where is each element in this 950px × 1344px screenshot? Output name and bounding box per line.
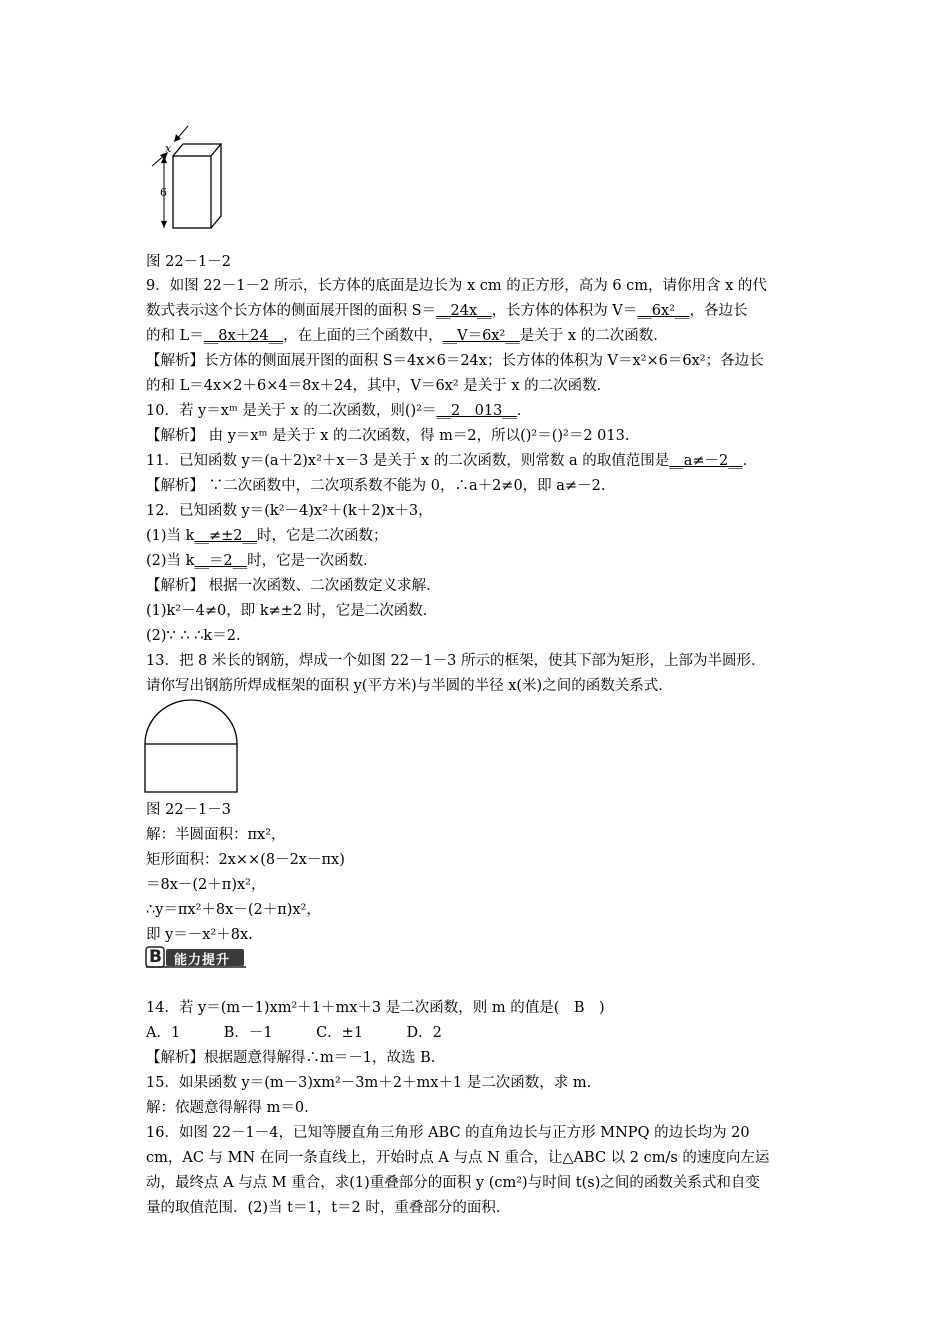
q12-text: 时，它是二次函数； [256, 528, 388, 544]
q13-solution-4: ∴y＝πx²＋8x－(2＋π)x²， [146, 902, 321, 918]
q14-solution: 【解析】根据题意得解得∴m＝－1，故选 B. [146, 1050, 436, 1066]
label-6: 6 [160, 186, 167, 199]
box-figure [140, 118, 230, 233]
q13-solution-5: 即 y＝－x²＋8x. [146, 927, 253, 943]
q11-text: 11．已知函数 y＝(a＋2)x²＋x－3 是关于 x 的二次函数，则常数 a 的取值范围是 [146, 453, 670, 469]
q10-solution: 【解析】 由 y＝xᵐ 是关于 x 的二次函数，得 m＝2，所以()²＝()²＝2 013. [146, 428, 630, 444]
badge-letter: B [149, 947, 162, 967]
label-x: x [165, 142, 172, 155]
q9-text: ，长方体的体积为 V＝ [491, 303, 638, 319]
q9-answer-quadratic: __V＝6x²__ [442, 328, 520, 344]
q13-solution-2: 矩形面积：2x××(8－2x－πx) [146, 852, 345, 868]
q10-text: ． [516, 403, 532, 419]
q9-text: 是关于 x 的二次函数． [519, 328, 668, 344]
figure-caption-22-1-2: 图 22－1－2 [146, 254, 232, 270]
q12-text: 时，它是一次函数． [247, 553, 378, 569]
q9-text: ，各边长 [689, 303, 748, 319]
q13-line1: 13．把 8 米长的钢筋，焊成一个如图 22－1－3 所示的框架，使其下部为矩形，上部为半圆形． [146, 653, 766, 669]
section-badge [146, 945, 246, 969]
q12-answer2: __＝2__ [194, 553, 248, 569]
q9-text: 的和 L＝ [146, 328, 204, 344]
q13-line2: 请你写出钢筋所焊成框架的面积 y(平方米)与半圆的半径 x(米)之间的函数关系式． [146, 678, 673, 694]
q11-solution: 【解析】 ∵二次函数中，二次项系数不能为 0，∴a＋2≠0，即 a≠－2. [146, 478, 606, 494]
q10-stem [146, 401, 816, 421]
q13-solution-3: ＝8x－(2＋π)x²， [146, 877, 266, 893]
q9-line1: 9．如图 22－1－2 所示，长方体的底面是边长为 x cm 的正方形，高为 6 cm，请你用含 x 的代 [146, 278, 767, 294]
q14-stem: 14．若 y＝(m－1)xm²＋1＋mx＋3 是二次函数，则 m 的值是( B ) [146, 1000, 605, 1016]
q15-stem: 15．如果函数 y＝(m－3)xm²－3m＋2＋mx＋1 是二次函数，求 m. [146, 1075, 592, 1091]
q9-solution-1: 【解析】长方体的侧面展开图的面积 S＝4x×6＝24x；长方体的体积为 V＝x²×6＝6x²；各边长 [146, 353, 764, 369]
q12-solution-1: (1)k²－4≠0，即 k≠±2 时，它是二次函数． [146, 603, 438, 619]
q10-text: 10．若 y＝xᵐ 是关于 x 的二次函数，则()²＝ [146, 403, 437, 419]
figure-caption-22-1-3: 图 22－1－3 [146, 802, 232, 818]
q11-answer: __a≠－2__ [669, 453, 743, 469]
q12-part2 [146, 551, 816, 571]
q9-line2 [146, 301, 816, 321]
q12-solution-2: (2)∵ ∴ ∴k＝2. [146, 628, 241, 644]
q9-line3 [146, 326, 816, 346]
q9-text: 数式表示这个长方体的侧面展开图的面积 S＝ [146, 303, 437, 319]
q12-answer1: __≠±2__ [194, 528, 257, 544]
q11-text: ． [742, 453, 758, 469]
q16-line2: cm，AC 与 MN 在同一条直线上，开始时点 A 与点 N 重合，让△ABC 以 2 cm/s 的速度向左运 [146, 1150, 770, 1166]
q9-answer-v: __6x²__ [637, 303, 690, 319]
q16-line1: 16．如图 22－1－4，已知等腰直角三角形 ABC 的直角边长与正方形 MNPQ 的边长均为 20 [146, 1125, 750, 1141]
q12-text: (1)当 k [146, 528, 195, 544]
q9-text: ，在上面的三个函数中， [283, 328, 443, 344]
q9-answer-s: __24x__ [436, 303, 492, 319]
q14-options: A．1 B．－1 C．±1 D．2 [146, 1025, 442, 1041]
frame-figure [144, 700, 240, 796]
q12-part1 [146, 526, 816, 546]
q9-answer-l: __8x＋24__ [203, 328, 284, 344]
q12-text: (2)当 k [146, 553, 195, 569]
q10-answer: __2 013__ [436, 403, 517, 419]
q9-solution-2: 的和 L＝4x×2＋6×4＝8x＋24，其中，V＝6x² 是关于 x 的二次函数． [146, 378, 612, 394]
q12-stem: 12．已知函数 y＝(k²－4)x²＋(k＋2)x＋3， [146, 503, 433, 519]
q11-stem [146, 451, 816, 471]
badge-text: 能力提升 [174, 953, 231, 968]
q15-solution: 解：依题意得解得 m＝0. [146, 1100, 309, 1116]
q13-solution-1: 解：半圆面积：πx²， [146, 827, 286, 843]
q12-solution: 【解析】 根据一次函数、二次函数定义求解． [146, 578, 441, 594]
q16-line4: 量的取值范围．(2)当 t＝1，t＝2 时，重叠部分的面积． [146, 1200, 511, 1216]
q16-line3: 动，最终点 A 与点 M 重合，求(1)重叠部分的面积 y (cm²)与时间 t(s)之间的函数关系式和自变 [146, 1175, 760, 1191]
